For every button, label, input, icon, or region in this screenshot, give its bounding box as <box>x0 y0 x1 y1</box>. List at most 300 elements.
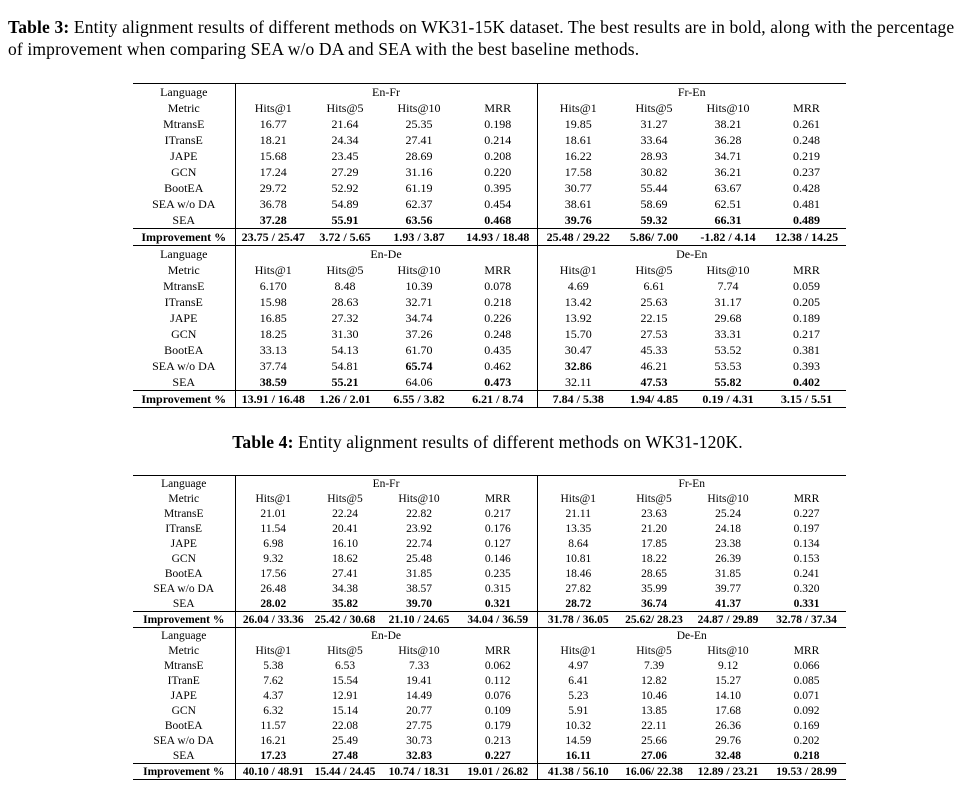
table-cell: 26.48 <box>260 582 287 595</box>
language-group-right: De-En <box>537 628 846 644</box>
method-name: MtransE <box>133 658 235 673</box>
metric-row <box>133 262 846 278</box>
table-cell: 0.331 <box>793 597 820 610</box>
table-cell: 27.82 <box>565 582 592 595</box>
table-cell: 8.64 <box>568 537 589 550</box>
table-row <box>133 596 846 612</box>
method-name: ITransE <box>133 294 235 310</box>
table3-caption-text: Entity alignment results of different methods on WK31-15K dataset. The best results are in bold, along with the percentage of improvement when comparing SEA w/o DA and SEA with the best baseline methods. <box>8 17 955 59</box>
table3-caption <box>8 16 968 60</box>
table-cell: 25.24 <box>715 507 741 520</box>
table-row <box>133 278 846 294</box>
table-cell: 6.170 <box>259 278 287 293</box>
table-cell: 36.21 <box>714 164 742 179</box>
table-row <box>133 506 846 521</box>
table-cell: 0.248 <box>793 132 820 147</box>
table-row <box>133 748 846 764</box>
table-cell: 0.428 <box>793 180 820 195</box>
table-cell: 63.67 <box>714 180 742 195</box>
table-cell: 27.41 <box>332 567 358 580</box>
metric-label: Metric <box>133 100 235 116</box>
table-cell: 5.91 <box>568 704 589 717</box>
table-cell: 34.74 <box>405 310 433 325</box>
table-cell: 13.85 <box>641 704 667 717</box>
table-cell: 27.41 <box>405 132 433 147</box>
method-name: ITransE <box>133 521 235 536</box>
improvement-cell: 1.94/ 4.85 <box>619 391 689 408</box>
table-cell: 0.395 <box>459 180 537 196</box>
table-cell: 37.74 <box>259 358 287 373</box>
table-row <box>133 326 846 342</box>
table-cell: 10.39 <box>405 278 433 293</box>
table-cell: 58.69 <box>640 196 668 211</box>
improvement-cell: 25.48 / 29.22 <box>537 229 619 246</box>
table-cell: 24.18 <box>715 522 741 535</box>
table-cell: 0.153 <box>793 552 820 565</box>
table-cell: 38.57 <box>406 582 432 595</box>
method-name: BootEA <box>133 566 235 581</box>
improvement-cell: 32.78 / 37.34 <box>767 612 846 628</box>
table-cell: 46.21 <box>640 358 668 373</box>
table-row <box>133 703 846 718</box>
table-cell: 22.15 <box>640 310 668 325</box>
table-cell: 0.468 <box>459 212 537 229</box>
table-cell: 30.77 <box>564 180 592 195</box>
language-row <box>133 84 846 101</box>
table-row <box>133 342 846 358</box>
table-cell: 0.197 <box>793 522 820 535</box>
table-cell: 54.13 <box>331 342 359 357</box>
table-cell: 0.217 <box>459 506 537 521</box>
language-group-left: En-Fr <box>235 84 537 101</box>
metric-header: Hits@5 <box>635 100 673 115</box>
table-cell: 0.315 <box>459 581 537 596</box>
table-cell: 0.189 <box>793 310 820 325</box>
table-cell: 0.435 <box>459 342 537 358</box>
improvement-cell: 40.10 / 48.91 <box>235 764 311 780</box>
table-cell: 0.109 <box>459 703 537 718</box>
improvement-cell: 5.86/ 7.00 <box>619 229 689 246</box>
table-cell: 21.11 <box>565 507 591 520</box>
table-cell: 0.227 <box>793 507 820 520</box>
improvement-cell: 16.06/ 22.38 <box>619 764 689 780</box>
table-cell: 36.28 <box>714 132 742 147</box>
language-group-right: De-En <box>537 246 846 263</box>
table-cell: 0.218 <box>459 294 537 310</box>
metric-label: Metric <box>133 491 235 506</box>
table-cell: 17.23 <box>260 749 287 762</box>
table4 <box>133 475 846 780</box>
table-row <box>133 132 846 148</box>
metric-row <box>133 491 846 506</box>
improvement-cell: 1.93 / 3.87 <box>379 229 459 246</box>
table-cell: 22.74 <box>406 537 432 550</box>
table-cell: 31.17 <box>714 294 742 309</box>
method-name: MtransE <box>133 278 235 294</box>
table-cell: 65.74 <box>405 358 433 373</box>
method-name: SEA w/o DA <box>133 733 235 748</box>
table-cell: 0.402 <box>793 374 820 389</box>
method-name: SEA w/o DA <box>133 358 235 374</box>
table-cell: 10.81 <box>565 552 592 565</box>
table-cell: 15.98 <box>259 294 287 309</box>
table-cell: 34.71 <box>714 148 742 163</box>
table-cell: 6.98 <box>263 537 284 550</box>
table-cell: 55.91 <box>331 212 359 227</box>
table-cell: 13.92 <box>564 310 592 325</box>
improvement-cell: 23.75 / 25.47 <box>235 229 311 246</box>
table-cell: 7.62 <box>263 674 284 687</box>
metric-header: Hits@10 <box>706 100 750 115</box>
table-cell: 6.32 <box>263 704 284 717</box>
method-name: ITranE <box>133 673 235 688</box>
improvement-cell: 19.53 / 28.99 <box>767 764 846 780</box>
table-cell: 0.381 <box>793 342 820 357</box>
improvement-row <box>133 612 846 628</box>
table-cell: 32.71 <box>405 294 433 309</box>
improvement-cell: 21.10 / 24.65 <box>379 612 459 628</box>
table-cell: 22.82 <box>406 507 432 520</box>
table-cell: 25.66 <box>641 734 667 747</box>
table-cell: 0.241 <box>793 567 820 580</box>
table-cell: 18.21 <box>259 132 287 147</box>
table-row <box>133 164 846 180</box>
table-cell: 0.078 <box>459 278 537 294</box>
table-cell: 17.58 <box>564 164 592 179</box>
metric-header: MRR <box>459 643 537 658</box>
table-cell: 16.10 <box>332 537 358 550</box>
table-cell: 5.23 <box>568 689 589 702</box>
language-row <box>133 246 846 263</box>
table-cell: 35.82 <box>332 597 358 610</box>
table4-caption-label: Table 4: <box>232 432 294 452</box>
table-cell: 16.85 <box>259 310 287 325</box>
table-cell: 62.37 <box>405 196 433 211</box>
table-cell: 45.33 <box>640 342 668 357</box>
table-cell: 34.38 <box>332 582 358 595</box>
metric-header: Hits@5 <box>636 644 672 657</box>
table-cell: 0.076 <box>459 688 537 703</box>
table-row <box>133 733 846 748</box>
table-cell: 0.320 <box>793 582 820 595</box>
table-row <box>133 212 846 229</box>
improvement-cell: 12.89 / 23.21 <box>689 764 767 780</box>
table-cell: 66.31 <box>714 212 742 227</box>
table-cell: 35.99 <box>641 582 667 595</box>
table-cell: 0.202 <box>793 734 820 747</box>
table-cell: 62.51 <box>714 196 742 211</box>
table-cell: 20.77 <box>406 704 432 717</box>
table-cell: 39.76 <box>564 212 592 227</box>
table-cell: 28.63 <box>331 294 359 309</box>
improvement-cell: 31.78 / 36.05 <box>537 612 619 628</box>
metric-header: Hits@10 <box>707 492 749 505</box>
table-row <box>133 688 846 703</box>
table-cell: 24.34 <box>331 132 359 147</box>
language-group-left: En-De <box>235 246 537 263</box>
table-cell: 27.53 <box>640 326 668 341</box>
table-cell: 13.35 <box>565 522 592 535</box>
table-row <box>133 196 846 212</box>
metric-header: MRR <box>459 262 537 278</box>
table-cell: 18.25 <box>259 326 287 341</box>
table-cell: 38.59 <box>259 374 287 389</box>
method-name: ITransE <box>133 132 235 148</box>
table-cell: 23.38 <box>715 537 741 550</box>
table-cell: 0.235 <box>459 566 537 581</box>
metric-header: Hits@1 <box>255 644 291 657</box>
table-cell: 18.62 <box>332 552 358 565</box>
table-cell: 11.57 <box>260 719 286 732</box>
table-cell: 27.29 <box>331 164 359 179</box>
table-row <box>133 294 846 310</box>
table-cell: 32.48 <box>715 749 741 762</box>
language-label: Language <box>133 246 235 263</box>
language-label: Language <box>133 628 235 644</box>
table-cell: 4.69 <box>567 278 589 293</box>
method-name: JAPE <box>133 688 235 703</box>
table-cell: 12.82 <box>641 674 667 687</box>
table-cell: 13.42 <box>564 294 592 309</box>
table-cell: 21.01 <box>260 507 287 520</box>
table-cell: 41.37 <box>715 597 741 610</box>
improvement-cell: 6.55 / 3.82 <box>379 391 459 408</box>
table-cell: 31.16 <box>405 164 433 179</box>
metric-header: Hits@1 <box>560 644 596 657</box>
improvement-cell: 7.84 / 5.38 <box>537 391 619 408</box>
improvement-cell: 34.04 / 36.59 <box>459 612 537 628</box>
method-name: SEA <box>133 596 235 612</box>
table-cell: 52.92 <box>331 180 359 195</box>
table-cell: 39.77 <box>715 582 741 595</box>
table-cell: 15.68 <box>259 148 287 163</box>
table-row <box>133 566 846 581</box>
improvement-row <box>133 764 846 780</box>
table-cell: 21.64 <box>331 116 359 131</box>
metric-header: Hits@5 <box>327 492 363 505</box>
metric-row <box>133 643 846 658</box>
metric-header: Hits@5 <box>327 644 363 657</box>
table-cell: 26.39 <box>715 552 741 565</box>
table-cell: 64.06 <box>405 374 433 389</box>
table-cell: 25.63 <box>640 294 668 309</box>
table3 <box>133 83 846 408</box>
table-cell: 61.19 <box>405 180 433 195</box>
table-cell: 10.46 <box>641 689 667 702</box>
table-cell: 11.54 <box>260 522 286 535</box>
table-cell: 63.56 <box>405 212 433 227</box>
table-cell: 31.30 <box>331 326 359 341</box>
table-row <box>133 673 846 688</box>
table-cell: 29.72 <box>259 180 287 195</box>
table-cell: 22.24 <box>332 507 358 520</box>
method-name: SEA w/o DA <box>133 581 235 596</box>
improvement-cell: 14.93 / 18.48 <box>459 229 537 246</box>
table-cell: 54.89 <box>331 196 359 211</box>
table-cell: 0.071 <box>793 689 820 702</box>
table-cell: 6.41 <box>568 674 589 687</box>
method-name: BootEA <box>133 342 235 358</box>
table-cell: 39.70 <box>406 597 432 610</box>
metric-header: Hits@5 <box>635 262 673 277</box>
metric-header: Hits@10 <box>707 644 749 657</box>
table-cell: 15.27 <box>715 674 741 687</box>
table-cell: 28.72 <box>565 597 592 610</box>
improvement-cell: 13.91 / 16.48 <box>235 391 311 408</box>
table-cell: 0.062 <box>459 658 537 673</box>
table-cell: 5.38 <box>263 659 284 672</box>
table-cell: 33.64 <box>640 132 668 147</box>
table-cell: 22.11 <box>641 719 667 732</box>
table-cell: 54.81 <box>331 358 359 373</box>
table-cell: 18.22 <box>641 552 667 565</box>
table-row <box>133 551 846 566</box>
table-cell: 16.21 <box>260 734 287 747</box>
table-cell: 9.32 <box>263 552 284 565</box>
table-cell: 0.198 <box>459 116 537 132</box>
table-cell: 28.65 <box>641 567 667 580</box>
table-row <box>133 521 846 536</box>
table4-caption <box>0 432 975 453</box>
metric-header: Hits@1 <box>559 262 597 277</box>
metric-header: MRR <box>459 491 537 506</box>
table-row <box>133 718 846 733</box>
table-cell: 0.219 <box>793 148 820 163</box>
table-cell: 23.63 <box>641 507 667 520</box>
table-row <box>133 116 846 132</box>
table-cell: 0.127 <box>459 536 537 551</box>
table-cell: 0.176 <box>459 521 537 536</box>
improvement-cell: 12.38 / 14.25 <box>767 229 846 246</box>
improvement-cell: 10.74 / 18.31 <box>379 764 459 780</box>
table-cell: 18.46 <box>565 567 592 580</box>
table-cell: 16.22 <box>564 148 592 163</box>
table-cell: 53.53 <box>714 358 742 373</box>
table-cell: 0.134 <box>793 537 820 550</box>
improvement-cell: 0.19 / 4.31 <box>689 391 767 408</box>
table-cell: 16.11 <box>565 749 591 762</box>
metric-header: MRR <box>793 100 820 115</box>
table-row <box>133 310 846 326</box>
metric-header: Hits@1 <box>559 100 597 115</box>
table-cell: 28.69 <box>405 148 433 163</box>
method-name: JAPE <box>133 536 235 551</box>
table-cell: 32.86 <box>564 358 592 373</box>
table-cell: 30.82 <box>640 164 668 179</box>
table-cell: 15.14 <box>332 704 358 717</box>
table-row <box>133 658 846 673</box>
table-cell: 33.13 <box>259 342 287 357</box>
improvement-label: Improvement % <box>133 229 235 246</box>
method-name: GCN <box>133 164 235 180</box>
table-cell: 0.217 <box>793 326 820 341</box>
language-row <box>133 476 846 492</box>
metric-header: Hits@5 <box>636 492 672 505</box>
table-cell: 61.70 <box>405 342 433 357</box>
table-cell: 0.059 <box>793 278 820 293</box>
improvement-label: Improvement % <box>133 764 235 780</box>
table-cell: 0.214 <box>459 132 537 148</box>
table-cell: 0.092 <box>793 704 820 717</box>
improvement-cell: 25.62/ 28.23 <box>619 612 689 628</box>
table-cell: 32.11 <box>564 374 592 389</box>
table-cell: 10.32 <box>565 719 592 732</box>
table-cell: 37.28 <box>259 212 287 227</box>
table-cell: 9.12 <box>717 659 739 672</box>
metric-header: Hits@10 <box>397 100 441 115</box>
table-cell: 32.83 <box>406 749 432 762</box>
table-cell: 16.77 <box>259 116 287 131</box>
language-group-left: En-Fr <box>235 476 537 492</box>
table-cell: 15.54 <box>332 674 358 687</box>
table-cell: 14.10 <box>715 689 741 702</box>
improvement-cell: -1.82 / 4.14 <box>689 229 767 246</box>
table-cell: 59.32 <box>640 212 668 227</box>
table-cell: 28.93 <box>640 148 668 163</box>
improvement-row <box>133 229 846 246</box>
table-cell: 36.78 <box>259 196 287 211</box>
table-cell: 8.48 <box>334 278 356 293</box>
table-cell: 30.47 <box>564 342 592 357</box>
improvement-cell: 15.44 / 24.45 <box>311 764 379 780</box>
table-cell: 6.61 <box>643 278 665 293</box>
table-cell: 0.085 <box>793 674 820 687</box>
method-name: MtransE <box>133 506 235 521</box>
improvement-cell: 24.87 / 29.89 <box>689 612 767 628</box>
table-row <box>133 374 846 391</box>
table-cell: 0.462 <box>459 358 537 374</box>
metric-header: MRR <box>793 492 820 505</box>
metric-header: MRR <box>793 262 820 277</box>
improvement-cell: 19.01 / 26.82 <box>459 764 537 780</box>
improvement-row <box>133 391 846 408</box>
metric-header: Hits@1 <box>254 262 292 277</box>
table-cell: 26.36 <box>715 719 741 732</box>
language-group-left: En-De <box>235 628 537 644</box>
method-name: SEA w/o DA <box>133 196 235 212</box>
table-cell: 0.220 <box>459 164 537 180</box>
language-group-right: Fr-En <box>537 476 846 492</box>
table-cell: 0.227 <box>459 748 537 764</box>
metric-header: Hits@5 <box>326 262 364 277</box>
table-cell: 0.213 <box>459 733 537 748</box>
table-row <box>133 358 846 374</box>
method-name: BootEA <box>133 718 235 733</box>
table-row <box>133 536 846 551</box>
table-cell: 28.02 <box>260 597 287 610</box>
table-cell: 0.179 <box>459 718 537 733</box>
table-cell: 30.73 <box>406 734 432 747</box>
table-cell: 0.218 <box>793 749 820 762</box>
table-cell: 12.91 <box>332 689 358 702</box>
metric-header: Hits@1 <box>254 100 292 115</box>
table-cell: 31.85 <box>715 567 741 580</box>
table-cell: 29.76 <box>715 734 741 747</box>
table-cell: 0.473 <box>459 374 537 391</box>
table-cell: 55.44 <box>640 180 668 195</box>
language-row <box>133 628 846 644</box>
table-cell: 27.32 <box>331 310 359 325</box>
table-cell: 21.20 <box>641 522 667 535</box>
table-cell: 7.33 <box>408 659 430 672</box>
improvement-cell: 25.42 / 30.68 <box>311 612 379 628</box>
table-cell: 25.49 <box>332 734 358 747</box>
table-cell: 55.82 <box>714 374 742 389</box>
table-cell: 27.48 <box>332 749 358 762</box>
method-name: SEA <box>133 748 235 764</box>
table-row <box>133 180 846 196</box>
table-cell: 33.31 <box>714 326 742 341</box>
